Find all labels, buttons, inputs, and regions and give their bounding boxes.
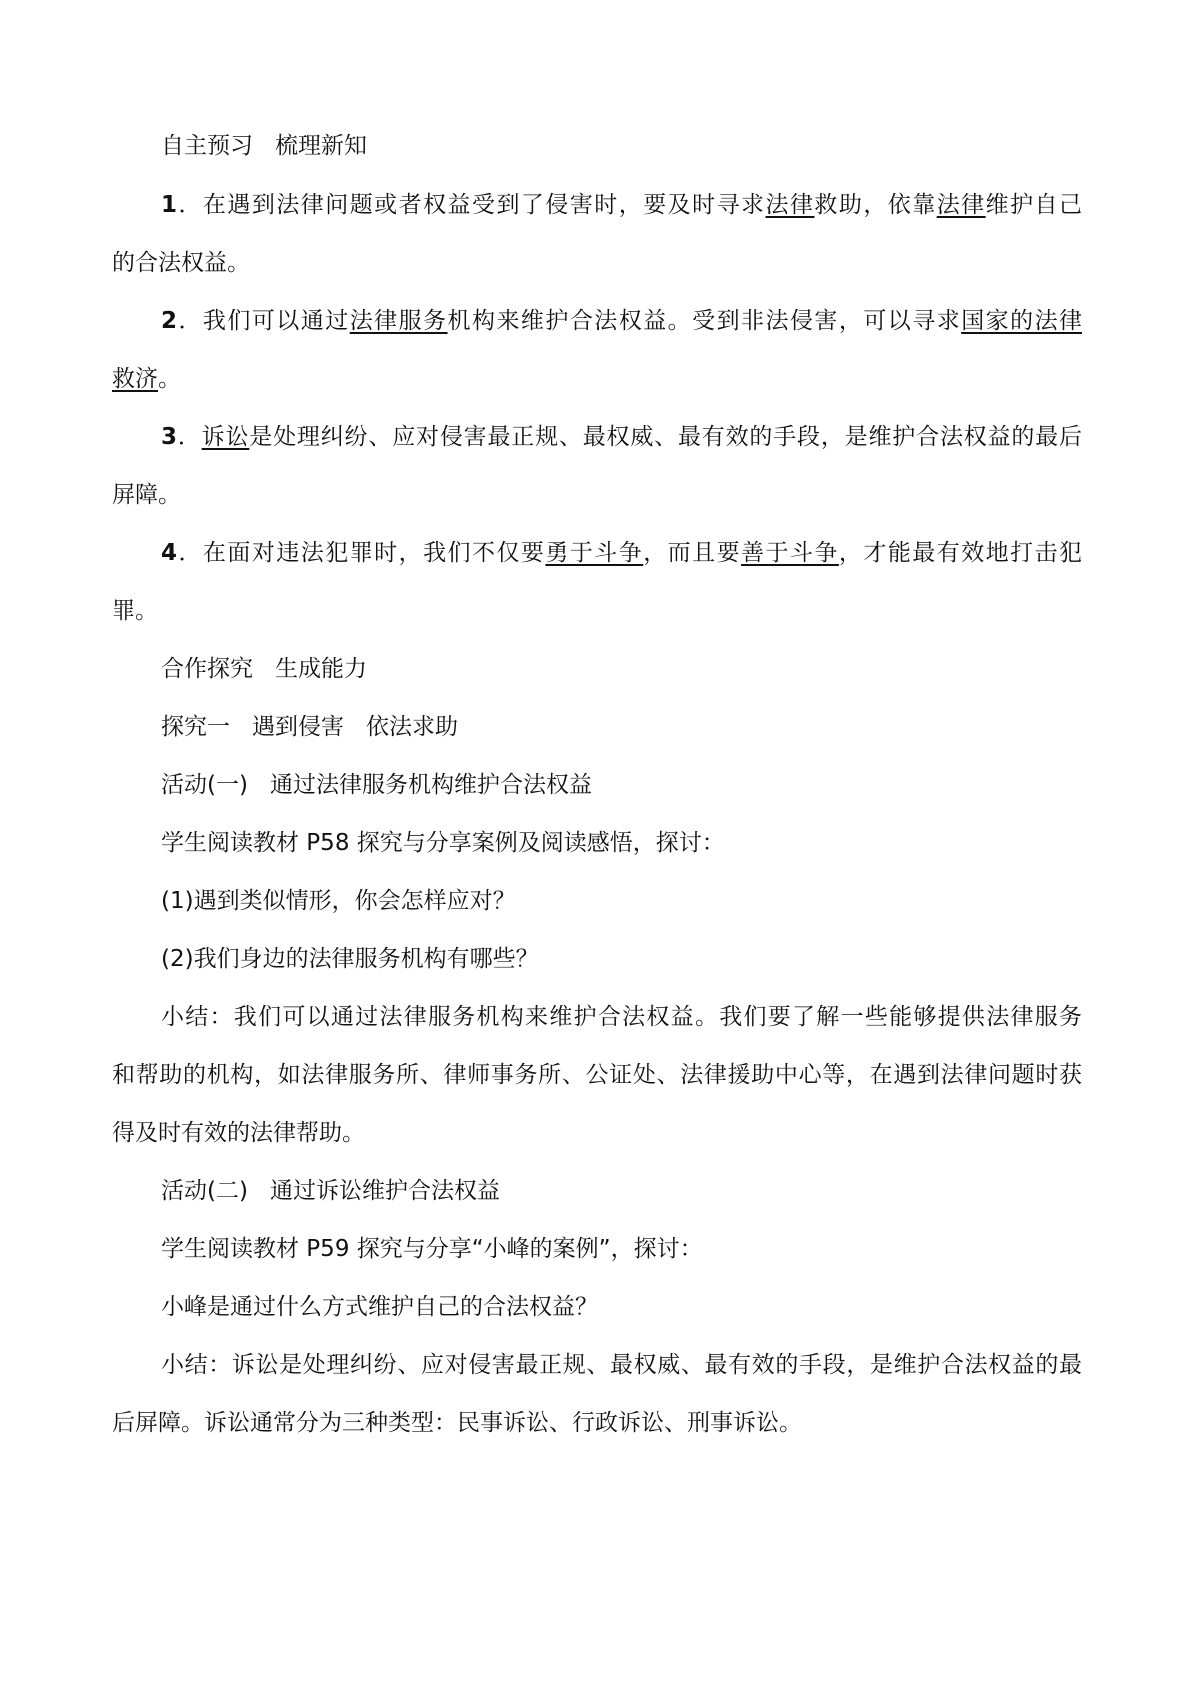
item-1-line-2	[112, 248, 1082, 278]
heading-part: 遇到侵害	[252, 714, 344, 740]
answer-blank: 法律	[765, 192, 815, 218]
text-segment: 是处理纠纷、应对侵害最正规、最权威、最有效的手段，是维护合法权益的最后	[249, 424, 1083, 450]
item-2-line-2	[112, 364, 1082, 394]
activity-2-question: 小峰是通过什么方式维护自己的合法权益？	[161, 1294, 598, 1320]
heading-part: 依法求助	[366, 714, 458, 740]
activity-2-summary-line-2: 后屏障。诉讼通常分为三种类型：民事诉讼、行政诉讼、刑事诉讼。	[112, 1410, 802, 1436]
item-1-line-1	[161, 190, 1082, 220]
heading-part: 合作探究	[161, 656, 253, 682]
text-segment: 屏障。	[112, 482, 181, 508]
text-segment: ．我们可以通过	[177, 308, 350, 334]
heading-part: 探究一	[161, 714, 230, 740]
explore-1-heading	[161, 712, 1082, 742]
text-segment: ．在遇到法律问题或者权益受到了侵害时，要及时寻求	[177, 192, 766, 218]
text-segment: ，而且要	[643, 540, 742, 566]
answer-blank: 法律服务	[349, 308, 448, 334]
heading-part: 梳理新知	[275, 133, 367, 159]
answer-blank: 法律	[936, 192, 986, 218]
text-segment: 救助，依靠	[814, 192, 937, 218]
item-3-line-1	[161, 422, 1082, 452]
text-segment: ．	[177, 424, 202, 450]
text-segment: 的合法权益。	[112, 250, 250, 276]
item-4-line-2	[112, 596, 1082, 626]
text-segment: 。	[158, 366, 181, 392]
text-segment: 维护自己	[985, 192, 1083, 218]
text-segment: ，才能最有效地打击犯	[838, 540, 1083, 566]
activity-title-text: 通过诉讼维护合法权益	[269, 1178, 500, 1204]
item-number: 1	[161, 192, 178, 218]
section-heading-preview	[161, 131, 1082, 161]
activity-1-title	[161, 770, 1082, 800]
item-2-line-1	[161, 306, 1082, 336]
item-number: 2	[161, 308, 178, 334]
item-4-line-1	[161, 538, 1082, 568]
activity-label: 活动(一)	[161, 772, 248, 798]
activity-1-question-2: (2)我们身边的法律服务机构有哪些？	[161, 946, 539, 972]
item-number: 3	[161, 424, 178, 450]
activity-1-summary-line-2: 和帮助的机构，如法律服务所、律师事务所、公证处、法律援助中心等，在遇到法律问题时获	[112, 1062, 1082, 1088]
activity-title-text: 通过法律服务机构维护合法权益	[269, 772, 592, 798]
activity-1-summary-line-3: 得及时有效的法律帮助。	[112, 1120, 365, 1146]
answer-blank: 救济	[112, 366, 158, 392]
item-number: 4	[161, 540, 178, 566]
answer-blank: 善于斗争	[741, 540, 839, 566]
activity-label: 活动(二)	[161, 1178, 248, 1204]
section-heading-explore	[161, 654, 1082, 684]
text-segment: 罪。	[112, 598, 158, 624]
heading-part: 生成能力	[275, 656, 367, 682]
activity-2-read: 学生阅读教材 P59 探究与分享“小峰的案例”，探讨：	[161, 1236, 703, 1262]
activity-2-title	[161, 1176, 1082, 1206]
text-segment: ．在面对违法犯罪时，我们不仅要	[177, 540, 546, 566]
answer-blank: 国家的法律	[961, 308, 1083, 334]
item-3-line-2	[112, 480, 1082, 510]
activity-1-summary-line-1: 小结：我们可以通过法律服务机构来维护合法权益。我们要了解一些能够提供法律服务	[161, 1004, 1082, 1030]
activity-1-read: 学生阅读教材 P58 探究与分享案例及阅读感悟，探讨：	[161, 830, 725, 856]
answer-blank: 诉讼	[201, 424, 250, 450]
activity-1-question-1: (1)遇到类似情形，你会怎样应对？	[161, 888, 516, 914]
activity-2-summary-line-1: 小结：诉讼是处理纠纷、应对侵害最正规、最权威、最有效的手段，是维护合法权益的最	[161, 1352, 1082, 1378]
answer-blank: 勇于斗争	[545, 540, 644, 566]
text-segment: 机构来维护合法权益。受到非法侵害，可以寻求	[447, 308, 962, 334]
heading-part: 自主预习	[161, 133, 253, 159]
